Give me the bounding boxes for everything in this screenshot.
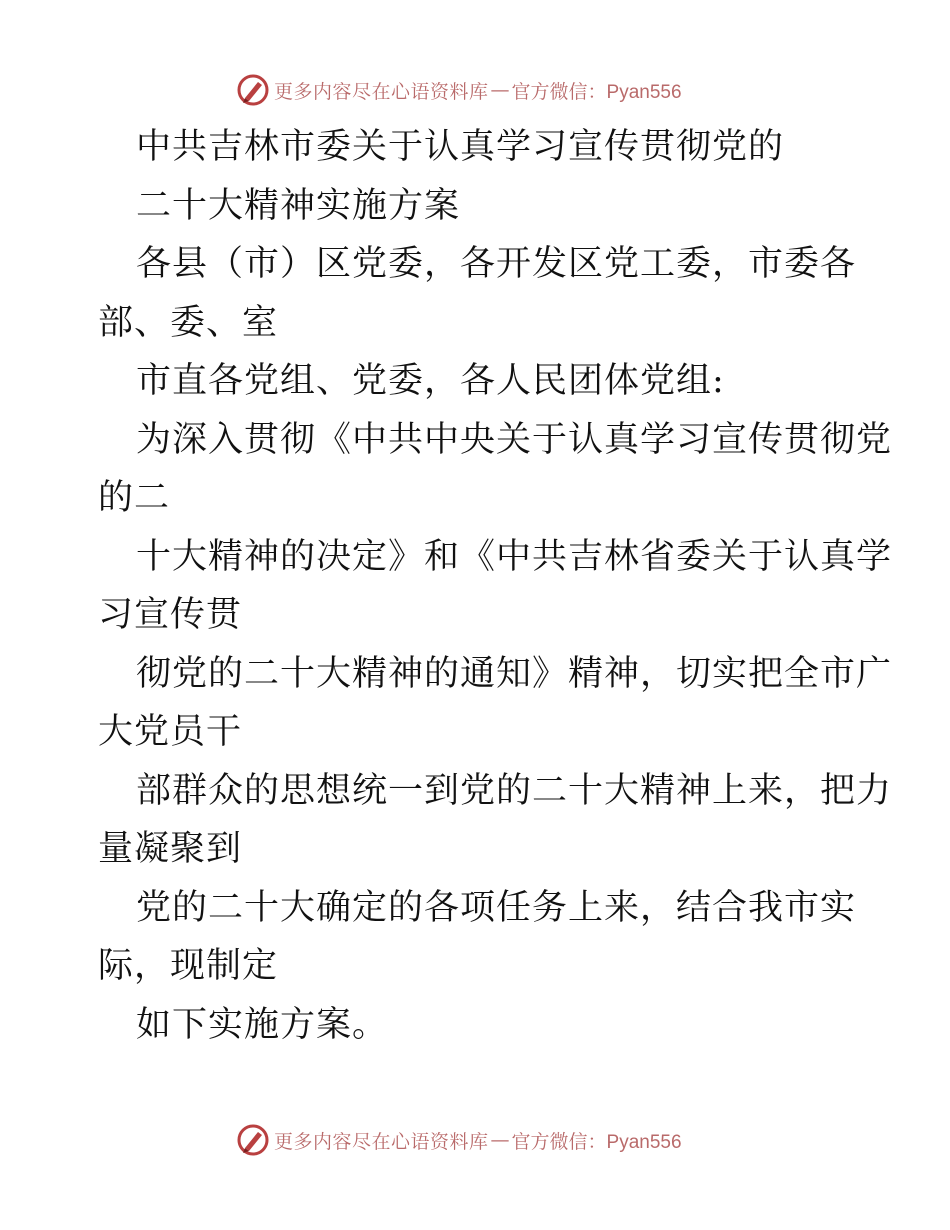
- watermark-contact: 官方微信：Pyan556: [511, 81, 682, 103]
- text-line: 十大精神的决定》和《中共吉林省委关于认真学: [136, 536, 893, 577]
- text-line: 量凝聚到: [98, 829, 243, 869]
- watermark-text: 更多内容尽在心语资料库: [274, 1130, 489, 1153]
- text-line: 党的二十大确定的各项任务上来，结合我市实: [136, 887, 857, 928]
- pen-logo-icon: [236, 73, 270, 107]
- header-watermark: [236, 72, 682, 108]
- text-line: 部群众的思想统一到党的二十大精神上来，把力: [136, 770, 893, 811]
- watermark-separator: —: [490, 79, 510, 101]
- pen-logo-icon: [236, 1123, 270, 1157]
- footer-watermark: [236, 1122, 682, 1158]
- text-line: 彻党的二十大精神的通知》精神，切实把全市广: [136, 653, 893, 694]
- title-line: 中共吉林市委关于认真学习宣传贯彻党的: [136, 127, 785, 167]
- text-line: 习宣传贯: [98, 595, 243, 635]
- watermark-text: 更多内容尽在心语资料库: [274, 80, 489, 103]
- document-body: [98, 118, 893, 1054]
- text-line: 的二: [98, 478, 171, 518]
- watermark-contact: 官方微信：Pyan556: [511, 1131, 682, 1153]
- text-line: 大党员干: [98, 712, 243, 752]
- text-line: 市直各党组、党委，各人民团体党组:: [136, 361, 725, 401]
- text-line: 为深入贯彻《中共中央关于认真学习宣传贯彻党: [136, 419, 893, 460]
- text-line: 如下实施方案。: [136, 1004, 389, 1045]
- text-line: 部、委、室: [98, 302, 279, 343]
- watermark-separator: —: [490, 1129, 510, 1151]
- title-line: 二十大精神实施方案: [136, 185, 461, 226]
- text-line: 各县（市）区党委，各开发区党工委，市委各: [136, 244, 857, 284]
- text-line: 际，现制定: [98, 946, 279, 986]
